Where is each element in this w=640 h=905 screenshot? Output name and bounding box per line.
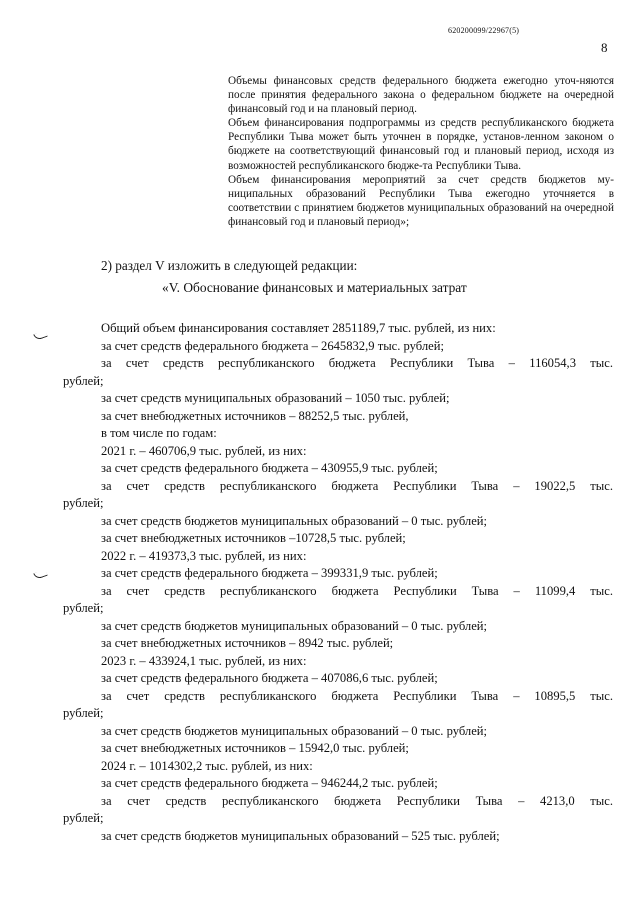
quote-paragraph: Объем финансирования подпрограммы из средств республиканского бюджета Республики Тыва может быть уточнен в порядке, установ-ленном законом о бюджете на соответствующий финансовый год и плановый период, исходя из возможностей республиканского бюдже-та Республики Тыва.	[228, 117, 614, 172]
section-item: 2) раздел V изложить в следующей редакции:	[101, 258, 358, 273]
page-number: 8	[601, 40, 608, 55]
body-line: рублей;	[63, 811, 104, 825]
body-line: в том числе по годам:	[101, 426, 217, 440]
body-line: за счет средств республиканского бюджета Республики Тыва – 116054,3 тыс.	[101, 356, 613, 370]
body-line: за счет средств федерального бюджета – 946244,2 тыс. рублей;	[101, 776, 438, 790]
section-heading: «V. Обоснование финансовых и материальных затрат	[162, 280, 467, 295]
body-line: 2024 г. – 1014302,2 тыс. рублей, из них:	[101, 758, 313, 773]
body-line: за счет средств республиканского бюджета Республики Тыва – 11099,4 тыс.	[101, 583, 613, 598]
body-line: за счет внебюджетных источников – 88252,5 тыс. рублей,	[101, 408, 409, 423]
body-line: за счет средств бюджетов муниципальных образований – 0 тыс. рублей;	[101, 723, 488, 738]
body-line: 2022 г. – 419373,3 тыс. рублей, из них:	[101, 548, 307, 563]
body-line: за счет средств республиканского бюджета Республики Тыва – 10895,5 тыс.	[101, 688, 613, 703]
quoted-text-block	[228, 74, 614, 229]
quote-paragraph: Объем финансирования мероприятий за счет средств бюджетов му-ниципальных образований Республики Тыва ежегодно уточняется в соответствии с принятием бюджетов муниципальных образований на очередной финансовый год и плановый период»;	[228, 173, 614, 228]
margin-mark	[33, 330, 48, 341]
body-line: за счет средств федерального бюджета – 430955,9 тыс. рублей;	[101, 461, 438, 475]
document-id: 620200099/22967(5)	[448, 26, 520, 35]
body-text	[63, 320, 613, 845]
body-line: за счет средств федерального бюджета – 407086,6 тыс. рублей;	[101, 671, 438, 685]
body-line: рублей;	[63, 706, 104, 720]
body-line: за счет средств бюджетов муниципальных образований – 0 тыс. рублей;	[101, 513, 488, 528]
body-line: 2021 г. – 460706,9 тыс. рублей, из них:	[101, 443, 307, 458]
body-line: за счет средств федерального бюджета – 399331,9 тыс. рублей;	[101, 566, 438, 580]
body-line: за счет средств муниципальных образований – 1050 тыс. рублей;	[101, 391, 450, 405]
body-line: за счет средств бюджетов муниципальных образований – 525 тыс. рублей;	[101, 828, 500, 843]
body-line: Общий объем финансирования составляет 2851189,7 тыс. рублей, из них:	[101, 321, 496, 335]
body-line: за счет средств федерального бюджета – 2645832,9 тыс. рублей;	[101, 338, 445, 353]
body-line: за счет средств республиканского бюджета Республики Тыва – 19022,5 тыс.	[101, 478, 613, 493]
body-line: рублей;	[63, 373, 104, 388]
body-line: за счет внебюджетных источников – 8942 тыс. рублей;	[101, 636, 394, 650]
margin-mark	[33, 569, 48, 580]
body-line: рублей;	[63, 601, 104, 615]
body-line: 2023 г. – 433924,1 тыс. рублей, из них:	[101, 653, 307, 668]
quote-paragraph: Объемы финансовых средств федерального бюджета ежегодно уточ-няются после принятия федерального закона о федеральном бюджете на очередной финансовый год и на плановый период.	[228, 75, 614, 116]
body-line: за счет средств бюджетов муниципальных образований – 0 тыс. рублей;	[101, 618, 488, 633]
body-line: рублей;	[63, 496, 104, 510]
body-line: за счет средств республиканского бюджета Республики Тыва – 4213,0 тыс.	[101, 793, 613, 808]
body-line: за счет внебюджетных источников – 15942,0 тыс. рублей;	[101, 741, 409, 755]
body-line: за счет внебюджетных источников –10728,5 тыс. рублей;	[101, 531, 406, 545]
